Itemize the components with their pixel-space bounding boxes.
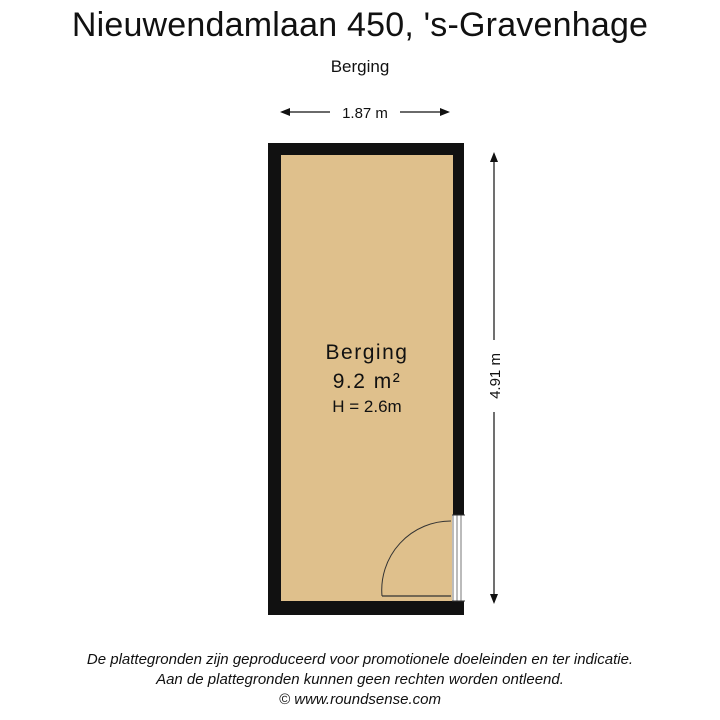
height-label: 4.91 m [487,353,504,399]
disclaimer-line-1: De plattegronden zijn geproduceerd voor promotionele doeleinden en ter indicatie. [86,651,634,668]
width-dimension [280,105,450,122]
room-area: 9.2 m² [332,370,402,393]
height-dimension [487,152,504,604]
width-label: 1.87 m [342,105,388,122]
copyright-line[interactable]: © www.roundsense.com [279,691,441,708]
room-name: Berging [325,341,409,364]
arrow-up-icon [490,152,498,162]
room-label [326,341,409,416]
disclaimer-line-2: Aan de plattegronden kunnen geen rechten worden ontleend. [156,671,564,688]
floor-subtitle: Berging [330,57,390,76]
room-height: H = 2.6m [332,397,402,416]
arrow-left-icon [280,108,290,116]
arrow-down-icon [490,594,498,604]
disclaimer [0,650,720,710]
arrow-right-icon [440,108,450,116]
plan-title: Nieuwendamlaan 450, 's-Gravenhage [71,6,649,44]
